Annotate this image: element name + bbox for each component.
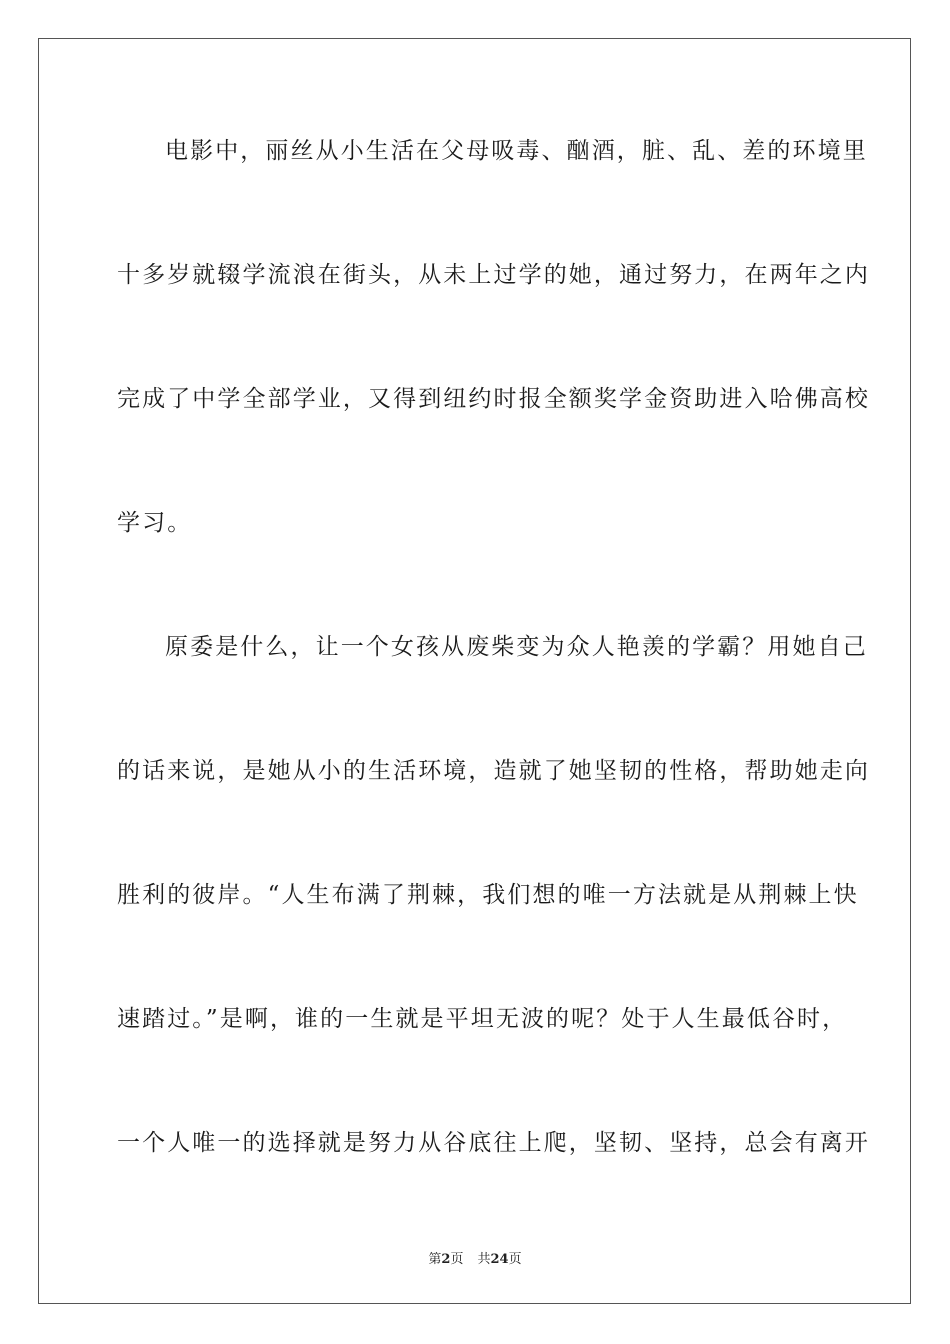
- footer-total-suffix: 页: [508, 1252, 522, 1267]
- page-border: [38, 38, 911, 1304]
- paragraph-1-line-2: 十多岁就辍学流浪在街头，从未上过学的她，通过努力，在两年之内: [117, 262, 870, 288]
- footer-page-prefix: 第: [428, 1252, 442, 1267]
- paragraph-1-line-4: 学习。: [117, 510, 193, 536]
- footer-page-suffix: 页: [450, 1252, 464, 1267]
- paragraph-2-line-4: 速踏过。”是啊，谁的一生就是平坦无波的呢？处于人生最低谷时，: [117, 1006, 848, 1032]
- paragraph-1-line-1: 电影中，丽丝从小生活在父母吸毒、酗酒，脏、乱、差的环境里: [165, 138, 868, 164]
- footer-total-prefix: 共: [477, 1252, 491, 1267]
- paragraph-2-line-2: 的话来说，是她从小的生活环境，造就了她坚韧的性格，帮助她走向: [117, 758, 870, 784]
- page-footer: [0, 1248, 950, 1267]
- footer-total-pages: 24: [490, 1252, 509, 1267]
- paragraph-2-line-1: 原委是什么，让一个女孩从废柴变为众人艳羡的学霸？用她自己: [165, 634, 868, 660]
- paragraph-2-line-5: 一个人唯一的选择就是努力从谷底往上爬，坚韧、坚持，总会有离开: [117, 1130, 870, 1156]
- paragraph-1-line-3: 完成了中学全部学业，又得到纽约时报全额奖学金资助进入哈佛高校: [117, 386, 870, 412]
- footer-page-number: 2: [441, 1252, 451, 1267]
- paragraph-2-line-3: 胜利的彼岸。“人生布满了荆棘，我们想的唯一方法就是从荆棘上快: [117, 882, 859, 908]
